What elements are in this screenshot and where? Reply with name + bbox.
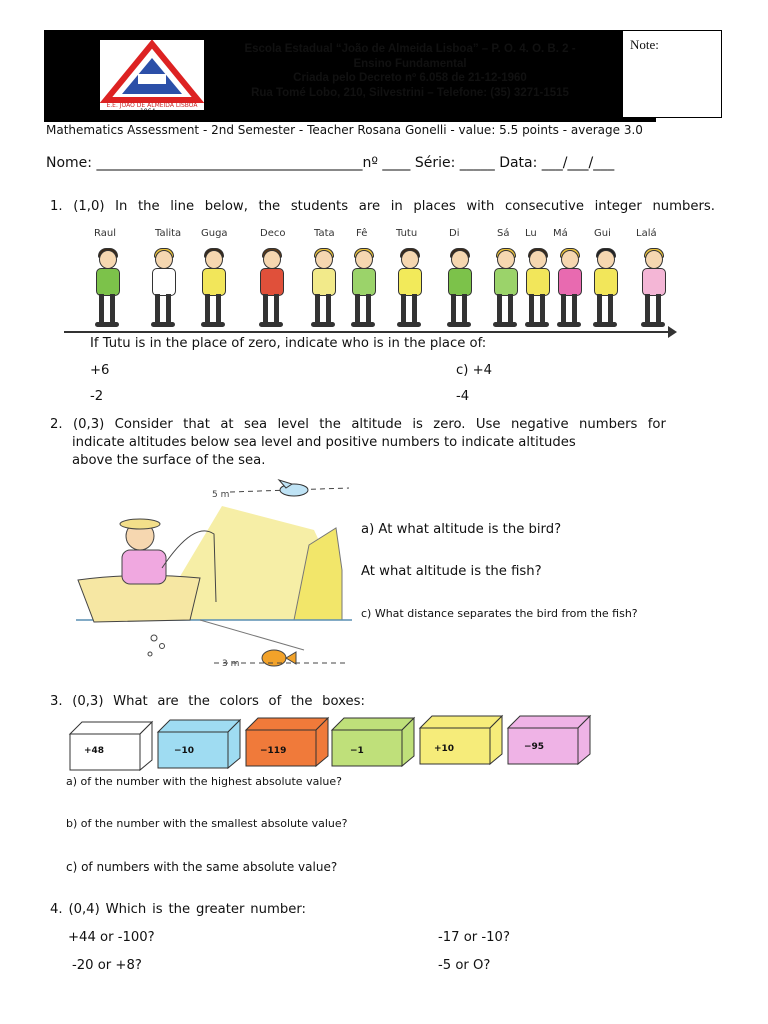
word: consecutive xyxy=(504,199,584,214)
logo-year: 1964 xyxy=(140,108,156,115)
word: for xyxy=(647,417,666,432)
student-name: Lu xyxy=(525,228,537,239)
word: Consider xyxy=(114,417,173,432)
word: the xyxy=(137,199,160,214)
box-label: −119 xyxy=(260,746,287,756)
word: level xyxy=(277,417,309,432)
word: colors xyxy=(219,694,259,709)
student-figure xyxy=(394,250,424,332)
word: is xyxy=(152,902,163,917)
q3-item-b: b) of the number with the smallest absolute value? xyxy=(66,817,348,830)
q2-text-line2: indicate altitudes below sea level and positive numbers to indicate altitudes xyxy=(72,435,576,450)
word: In xyxy=(115,199,128,214)
word: students xyxy=(290,199,349,214)
student-figure xyxy=(256,250,286,332)
q2-question-b: At what altitude is the fish? xyxy=(361,564,542,579)
school-decree: Criada pelo Decreto nº 6.058 de 21-12-1960 xyxy=(293,72,527,84)
student-name: Di xyxy=(449,228,460,239)
note-label: Note: xyxy=(630,37,659,52)
word: line xyxy=(170,199,195,214)
q1-prompt: If Tutu is in the place of zero, indicate who is in the place of: xyxy=(90,336,487,351)
word: the xyxy=(168,902,191,917)
word: boxes: xyxy=(322,694,365,709)
q2-question-a: a) At what altitude is the bird? xyxy=(361,522,562,537)
box-yellow xyxy=(416,714,506,770)
student-name: Má xyxy=(553,228,568,239)
word: in xyxy=(390,199,403,214)
q1-item-d: -4 xyxy=(456,389,470,404)
assessment-subtitle: Mathematics Assessment - 2nd Semester - Teacher Rosana Gonelli - value: 5.5 points - average 3.0 xyxy=(46,123,643,137)
number-line xyxy=(64,331,672,333)
school-address: Rua Tomé Lobo, 210, Silvestrini – Telefone: (35) 3271-1515 xyxy=(251,86,569,99)
student-name: Raul xyxy=(94,228,116,239)
student-figure xyxy=(590,250,620,332)
student-name: Tutu xyxy=(396,228,418,239)
word: integer xyxy=(594,199,642,214)
q1-item-b: -2 xyxy=(90,389,104,404)
student-figure xyxy=(444,250,474,332)
students-illustration xyxy=(80,228,680,338)
fish-depth-label: 3 m xyxy=(222,659,240,669)
word: the xyxy=(290,694,313,709)
word: (0,4) xyxy=(68,902,100,917)
box-label: −95 xyxy=(524,742,545,752)
word: 3. xyxy=(50,694,63,709)
q3-title xyxy=(50,694,365,709)
student-figure xyxy=(638,250,668,332)
q3-item-a: a) of the number with the highest absolute value? xyxy=(66,775,342,788)
word: sea xyxy=(244,417,268,432)
word: numbers. xyxy=(652,199,715,214)
q1-item-a: +6 xyxy=(90,363,110,378)
word: zero. xyxy=(433,417,466,432)
q4-pair-3: -20 or +8? xyxy=(72,958,142,973)
word: of xyxy=(268,694,282,709)
student-info-line: Nome: ______________________________________nº ____ Série: _____ Data: ___/___/___ xyxy=(46,155,615,171)
student-figure xyxy=(308,250,338,332)
box-green xyxy=(328,716,418,772)
word: Use xyxy=(475,417,501,432)
word: 2. xyxy=(50,417,63,432)
q2-text-line1 xyxy=(50,417,666,432)
word: (0,3) xyxy=(73,417,105,432)
colored-boxes xyxy=(66,714,596,772)
q1-text xyxy=(50,199,715,214)
word: number: xyxy=(250,902,306,917)
logo-text: E.E. JOÃO DE ALMEIDA LISBOA xyxy=(106,102,198,109)
word: places xyxy=(413,199,456,214)
school-logo xyxy=(100,40,204,110)
student-figure xyxy=(522,250,552,332)
student-figure xyxy=(92,250,122,332)
box-label: −10 xyxy=(174,746,195,756)
word: at xyxy=(220,417,234,432)
box-pink xyxy=(504,714,594,770)
q4-pair-2: -17 or -10? xyxy=(438,930,510,945)
word: greater xyxy=(196,902,245,917)
school-level: Ensino Fundamental xyxy=(353,57,467,70)
q4-pair-4: -5 or O? xyxy=(438,958,491,973)
word: the xyxy=(258,199,281,214)
box-blue xyxy=(154,718,244,774)
student-name: Deco xyxy=(260,228,286,239)
student-name: Fê xyxy=(356,228,368,239)
school-name: Escola Estadual “João de Almeida Lisboa” – P. O. 4. O. B. 2 - xyxy=(244,43,576,55)
word: the xyxy=(188,694,210,709)
word: numbers xyxy=(579,417,638,432)
word: the xyxy=(319,417,341,432)
q2-question-c: c) What distance separates the bird from the fish? xyxy=(361,607,638,620)
q1-item-c: c) +4 xyxy=(456,363,493,378)
student-figure xyxy=(198,250,228,332)
note-box[interactable] xyxy=(622,30,722,118)
word: negative xyxy=(510,417,569,432)
student-name: Guga xyxy=(201,228,228,239)
box-orange xyxy=(242,716,332,772)
school-info xyxy=(205,42,615,100)
box-label: −1 xyxy=(350,746,364,756)
box-label: +10 xyxy=(434,744,455,754)
box-label: +48 xyxy=(84,746,105,756)
student-figure xyxy=(490,250,520,332)
student-name: Sá xyxy=(497,228,510,239)
student-figure xyxy=(348,250,378,332)
word: are xyxy=(157,694,179,709)
q4-title xyxy=(50,902,306,917)
q2-text-line3: above the surface of the sea. xyxy=(72,453,266,468)
student-name: Tata xyxy=(314,228,335,239)
word: 4. xyxy=(50,902,63,917)
word: below, xyxy=(204,199,248,214)
word: that xyxy=(183,417,210,432)
student-figure xyxy=(554,250,584,332)
student-name: Talita xyxy=(155,228,182,239)
word: What xyxy=(113,694,148,709)
q3-item-c: c) of numbers with the same absolute value? xyxy=(66,860,338,874)
word: is xyxy=(412,417,423,432)
box-white xyxy=(66,720,156,776)
word: altitude xyxy=(351,417,402,432)
q4-pair-1: +44 or -100? xyxy=(68,930,155,945)
sea-level-illustration xyxy=(74,470,354,670)
number-line-arrow xyxy=(668,326,677,338)
word: 1. xyxy=(50,199,63,214)
word: (0,3) xyxy=(72,694,104,709)
word: are xyxy=(358,199,381,214)
bird-altitude-label: 5 m xyxy=(212,490,230,500)
word: (1,0) xyxy=(73,199,105,214)
student-name: Lalá xyxy=(636,228,657,239)
student-name: Gui xyxy=(594,228,611,239)
word: Which xyxy=(105,902,147,917)
student-figure xyxy=(148,250,178,332)
word: with xyxy=(466,199,495,214)
